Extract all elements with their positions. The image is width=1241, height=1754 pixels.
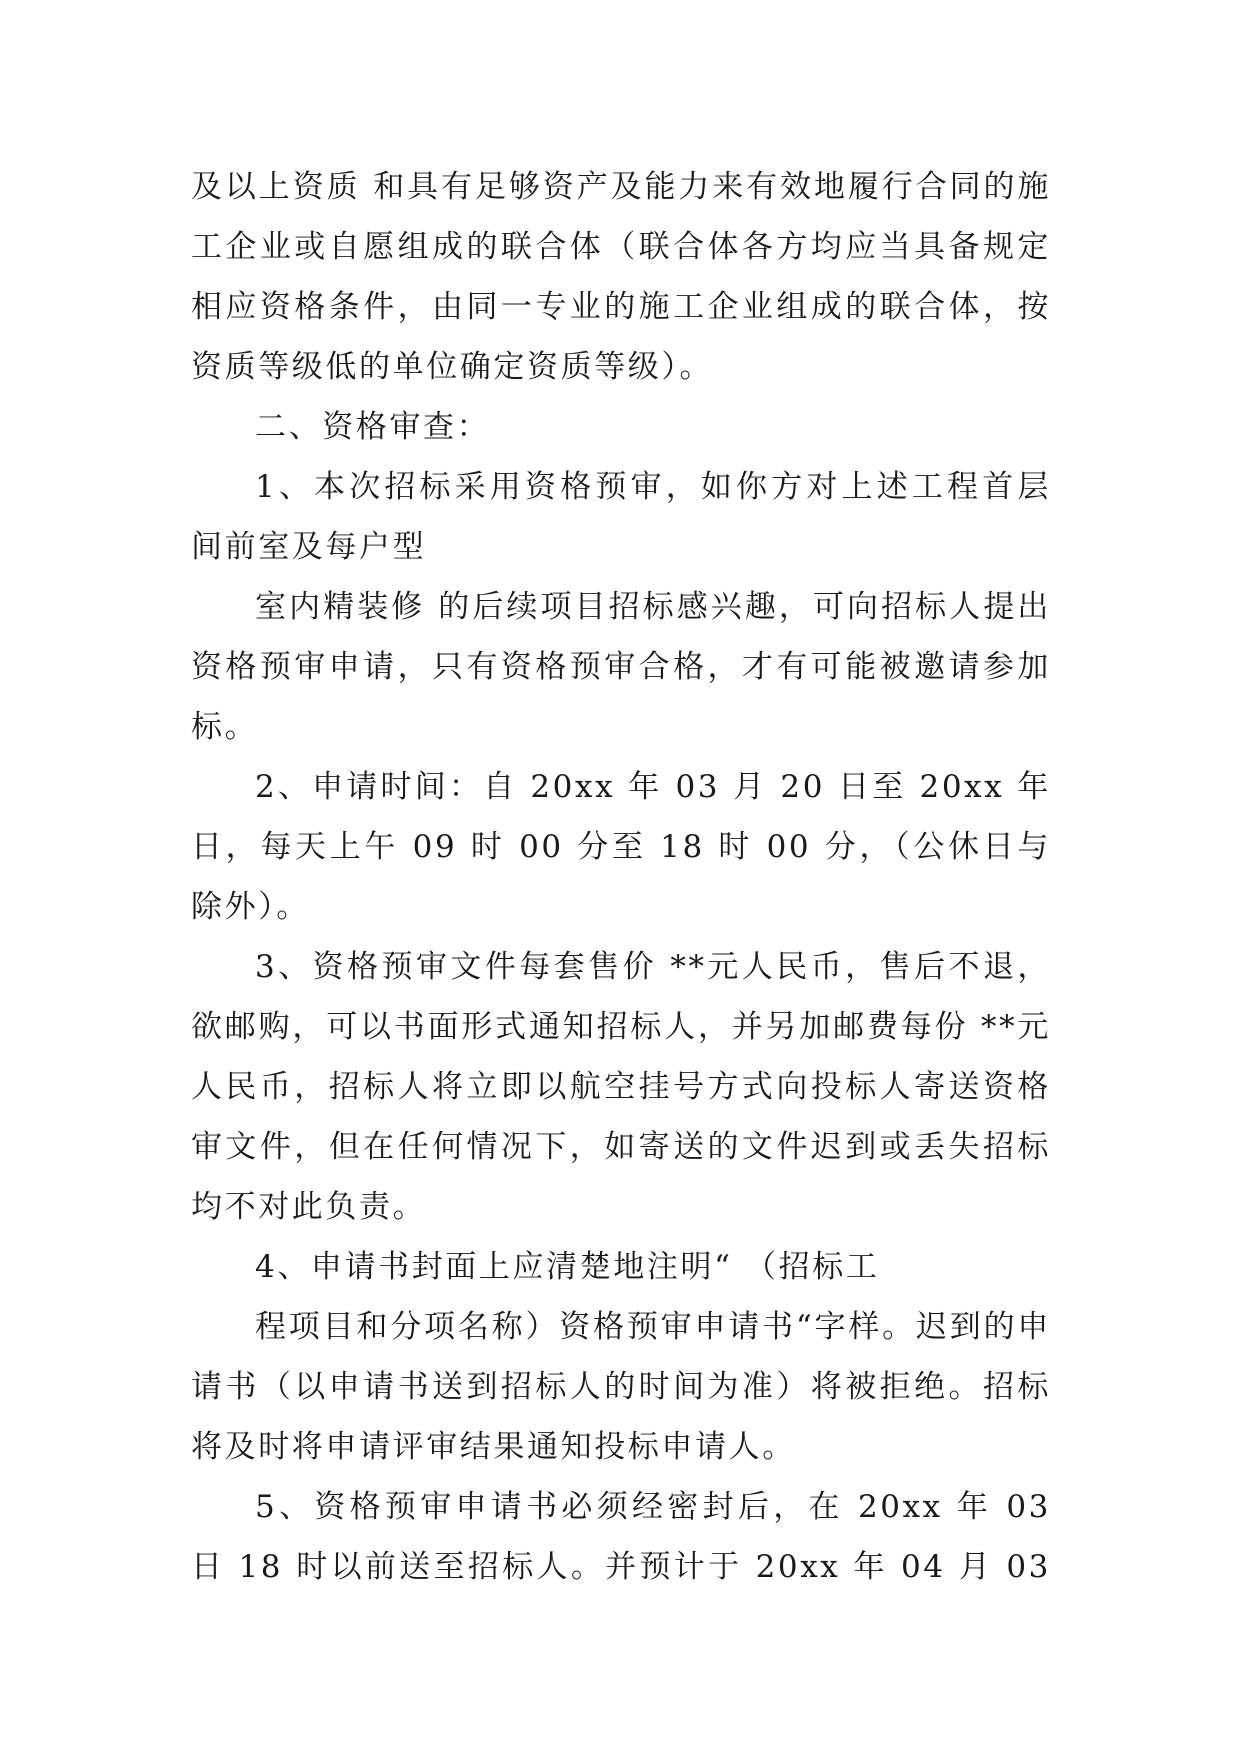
text-line: 工企业或自愿组成的联合体（联合体各方均应当具备规定 bbox=[191, 229, 1051, 265]
text-line: 相应资格条件，由同一专业的施工企业组成的联合体，按 bbox=[191, 289, 1051, 325]
text-line: 将及时将申请评审结果通知投标申请人。 bbox=[191, 1429, 796, 1465]
text-line: 间前室及每户型 bbox=[191, 529, 427, 565]
text-line: 室内精装修 的后续项目招标感兴趣，可向招标人提出 bbox=[255, 589, 1051, 625]
text-line: 5、资格预审申请书必须经密封后，在 20xx 年 03 bbox=[255, 1489, 1051, 1525]
text-line: 均不对此负责。 bbox=[191, 1189, 427, 1225]
section-heading: 二、资格审查： bbox=[255, 409, 491, 445]
text-line: 日，每天上午 09 时 00 分至 18 时 00 分，（公休日与 bbox=[191, 829, 1051, 865]
text-line: 人民币，招标人将立即以航空挂号方式向投标人寄送资格 bbox=[191, 1069, 1051, 1105]
text-line: 日 18 时以前送至招标人。并预计于 20xx 年 04 月 03 bbox=[191, 1549, 1051, 1585]
text-line: 审文件，但在任何情况下，如寄送的文件迟到或丢失招标 bbox=[191, 1129, 1051, 1165]
text-line: 标。 bbox=[191, 709, 259, 745]
text-line: 资质等级低的单位确定资质等级）。 bbox=[191, 349, 714, 385]
text-line: 4、申请书封面上应清楚地注明“ （招标工 bbox=[255, 1249, 880, 1285]
document-body bbox=[191, 157, 1051, 1597]
text-line: 资格预审申请，只有资格预审合格，才有可能被邀请参加 bbox=[191, 649, 1051, 685]
text-line: 2、申请时间：自 20xx 年 03 月 20 日至 20xx 年 bbox=[255, 769, 1051, 805]
text-line: 及以上资质 和具有足够资产及能力来有效地履行合同的施 bbox=[191, 169, 1051, 205]
text-line: 除外）。 bbox=[191, 889, 310, 925]
text-line: 3、资格预审文件每套售价 **元人民币，售后不退， bbox=[255, 949, 1051, 985]
text-line: 请书（以申请书送到招标人的时间为准）将被拒绝。招标 bbox=[191, 1369, 1051, 1405]
text-line: 1、本次招标采用资格预审，如你方对上述工程首层 bbox=[255, 469, 1051, 505]
text-line: 欲邮购，可以书面形式通知招标人，并另加邮费每份 **元 bbox=[191, 1009, 1051, 1045]
text-line: 程项目和分项名称）资格预审申请书“字样。迟到的申 bbox=[255, 1309, 1051, 1345]
